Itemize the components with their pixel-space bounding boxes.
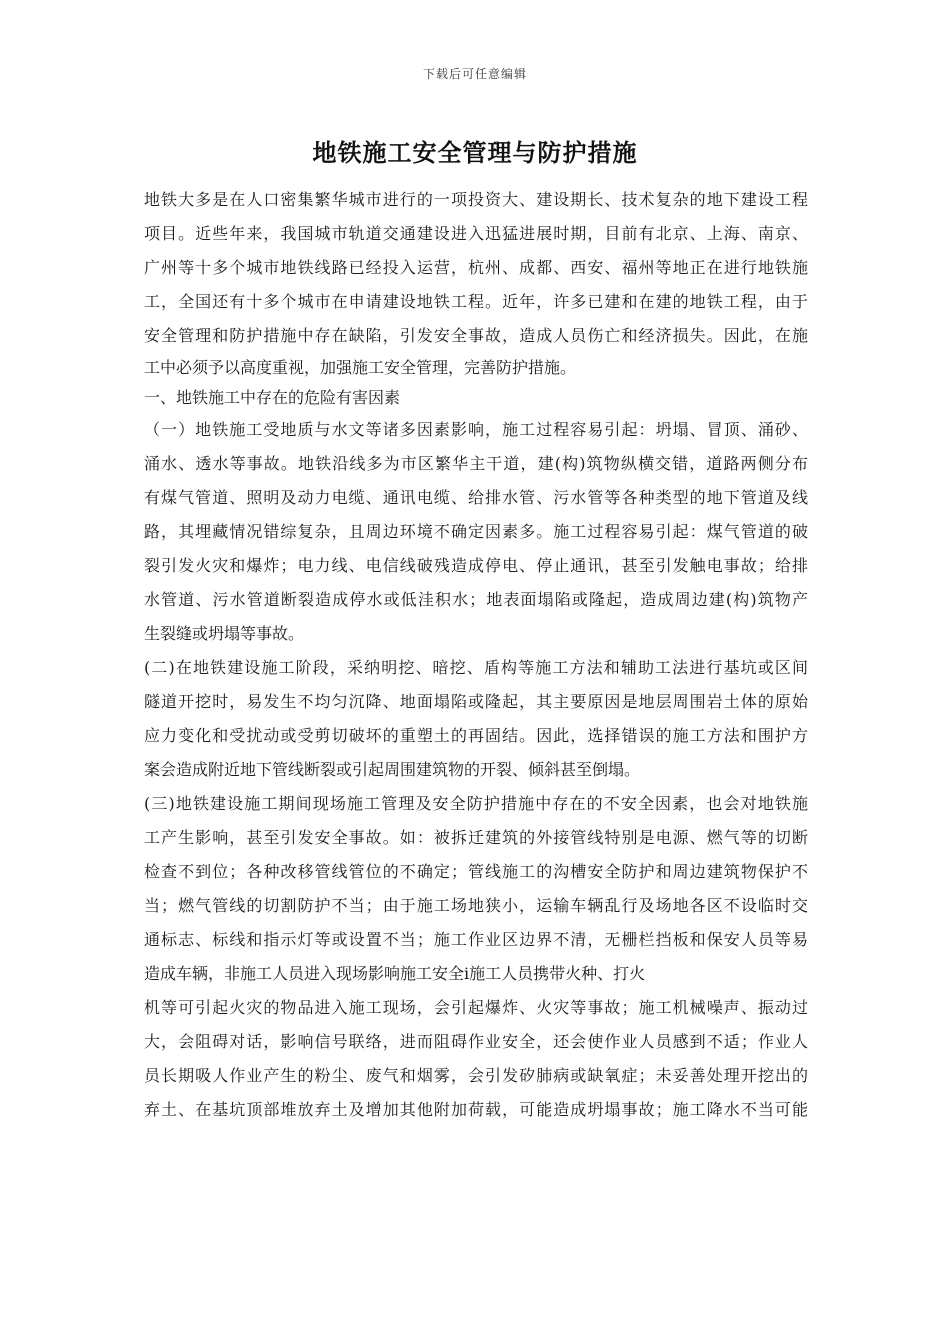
text-line: 路，其埋藏情况错综复杂，且周边环境不确定因素多。施工过程容易引起：煤气管道的破 <box>144 522 808 541</box>
text-line: 案会造成附近地下管线断裂或引起周围建筑物的开裂、倾斜甚至倒塌。 <box>144 760 641 779</box>
text-line: 隧道开挖时，易发生不均匀沉降、地面塌陷或隆起，其主要原因是地层周围岩土体的原始 <box>144 692 808 711</box>
text-line: 工，全国还有十多个城市在申请建设地铁工程。近年，许多已建和在建的地铁工程，由于 <box>144 292 808 311</box>
text-line: 当；燃气管线的切割防护不当；由于施工场地狭小，运输车辆乱行及场地各区不设临时交 <box>144 896 808 915</box>
section-heading: 一、地铁施工中存在的危险有害因素 <box>144 388 401 407</box>
text-line: 安全管理和防护措施中存在缺陷，引发安全事故，造成人员伤亡和经济损失。因此，在施 <box>144 326 808 345</box>
document-title: 地铁施工安全管理与防护措施 <box>312 138 638 167</box>
text-line: (二)在地铁建设施工阶段，采纳明挖、暗挖、盾构等施工方法和辅助工法进行基坑或区间 <box>144 658 808 677</box>
text-line: 有煤气管道、照明及动力电缆、通讯电缆、给排水管、污水管等各种类型的地下管道及线 <box>144 488 808 507</box>
text-line: 工中必须予以高度重视，加强施工安全管理，完善防护措施。 <box>144 358 577 377</box>
text-line: 应力变化和受扰动或受剪切破坏的重塑土的再固结。因此，选择错误的施工方法和围护方 <box>144 726 808 745</box>
text-line: 通标志、标线和指示灯等或设置不当；施工作业区边界不清，无栅栏挡板和保安人员等易 <box>144 930 808 949</box>
text-line: 裂引发火灾和爆炸；电力线、电信线破残造成停电、停止通讯，甚至引发触电事故；给排 <box>144 556 808 575</box>
text-line: 大，会阻碍对话，影响信号联络，进而阻碍作业安全，还会使作业人员感到不适；作业人 <box>144 1032 808 1051</box>
text-line: 检查不到位；各种改移管线管位的不确定；管线施工的沟槽安全防护和周边建筑物保护不 <box>144 862 808 881</box>
text-line: 工产生影响，甚至引发安全事故。如：被拆迁建筑的外接管线特别是电源、燃气等的切断 <box>144 828 808 847</box>
text-line: 造成车辆，非施工人员进入现场影响施工安全i施工人员携带火种、打火 <box>144 964 646 983</box>
text-line: 广州等十多个城市地铁线路已经投入运营，杭州、成都、西安、福州等地正在进行地铁施 <box>144 258 808 277</box>
header-note: 下载后可任意编辑 <box>422 67 527 81</box>
text-line: (三)地铁建设施工期间现场施工管理及安全防护措施中存在的不安全因素，也会对地铁施 <box>144 794 808 813</box>
text-line: 项目。近些年来，我国城市轨道交通建设进入迅猛进展时期，目前有北京、上海、南京、 <box>144 224 808 243</box>
text-line: 地铁大多是在人口密集繁华城市进行的一项投资大、建设期长、技术复杂的地下建设工程 <box>144 190 808 209</box>
text-line: 员长期吸人作业产生的粉尘、废气和烟雾，会引发矽肺病或缺氧症；未妥善处理开挖出的 <box>144 1066 808 1085</box>
text-line: 机等可引起火灾的物品进入施工现场，会引起爆炸、火灾等事故；施工机械噪声、振动过 <box>144 998 808 1017</box>
text-line: （一）地铁施工受地质与水文等诸多因素影响，施工过程容易引起：坍塌、冒顶、涌砂、 <box>144 420 808 439</box>
text-line: 水管道、污水管道断裂造成停水或低洼积水；地表面塌陷或隆起，造成周边建(构)筑物产 <box>144 590 808 609</box>
document-body <box>144 183 808 1127</box>
text-line: 弃土、在基坑顶部堆放弃土及增加其他附加荷载，可能造成坍塌事故；施工降水不当可能 <box>144 1100 808 1119</box>
text-line: 涌水、透水等事故。地铁沿线多为市区繁华主干道，建(构)筑物纵横交错，道路两侧分布 <box>144 454 808 473</box>
text-line: 生裂缝或坍塌等事故。 <box>144 624 305 643</box>
